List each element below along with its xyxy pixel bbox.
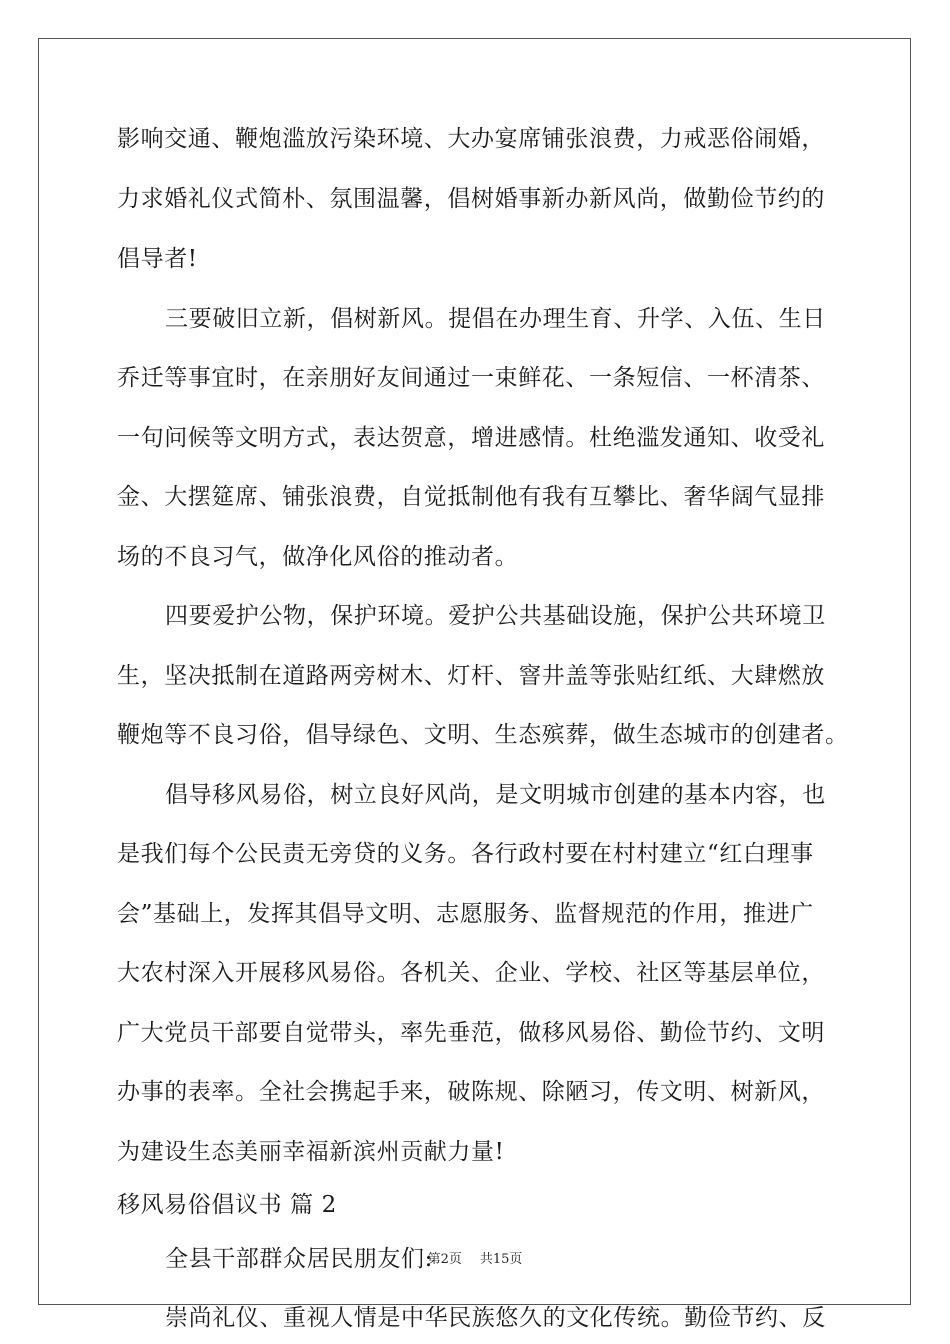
body-line: 倡导者! <box>117 246 198 272</box>
body-line: 场的不良习气，做净化风俗的推动者。 <box>117 544 519 570</box>
body-line: 为建设生态美丽幸福新滨州贡献力量! <box>117 1139 505 1165</box>
paragraph-start-line: 倡导移风易俗，树立良好风尚，是文明城市创建的基本内容，也 <box>165 782 826 808</box>
body-line: 会”基础上，发挥其倡导文明、志愿服务、监督规范的作用，推进广 <box>117 901 814 927</box>
body-line: 生，坚决抵制在道路两旁树木、灯杆、窨井盖等张贴红纸、大肆燃放 <box>117 663 825 689</box>
body-line: 乔迁等事宜时，在亲朋好友间通过一束鲜花、一条短信、一杯清茶、 <box>117 365 825 391</box>
body-line: 影响交通、鞭炮滥放污染环境、大办宴席铺张浪费，力戒恶俗闹婚， <box>117 126 825 152</box>
body-line: 金、大摆筵席、铺张浪费，自觉抵制他有我有互攀比、奢华阔气显排 <box>117 484 825 510</box>
body-line: 力求婚礼仪式简朴、氛围温馨，倡树婚事新办新风尚，做勤俭节约的 <box>117 186 825 212</box>
body-line: 广大党员干部要自觉带头，率先垂范，做移风易俗、勤俭节约、文明 <box>117 1020 825 1046</box>
page-number: 第2页 <box>427 1252 462 1267</box>
section-heading: 移风易俗倡议书 篇 2 <box>117 1192 337 1218</box>
body-line: 是我们每个公民责无旁贷的义务。各行政村要在村村建立“红白理事 <box>117 841 814 867</box>
salutation-line: 全县干部群众居民朋友们: <box>165 1246 433 1272</box>
page-footer <box>0 1248 950 1267</box>
paragraph-start-line: 三要破旧立新，倡树新风。提倡在办理生育、升学、入伍、生日 <box>165 306 826 332</box>
page-total: 共15页 <box>479 1252 523 1267</box>
body-line: 一句问候等文明方式，表达贺意，增进感情。杜绝滥发通知、收受礼 <box>117 425 825 451</box>
body-line: 大农村深入开展移风易俗。各机关、企业、学校、社区等基层单位， <box>117 960 825 986</box>
paragraph-start-line: 崇尚礼仪、重视人情是中华民族悠久的文化传统。勤俭节约、反 <box>165 1305 826 1331</box>
paragraph-start-line: 四要爱护公物，保护环境。爱护公共基础设施，保护公共环境卫 <box>165 603 826 629</box>
body-line: 办事的表率。全社会携起手来，破陈规、除陋习，传文明、树新风， <box>117 1079 825 1105</box>
body-line: 鞭炮等不良习俗，倡导绿色、文明、生态殡葬，做生态城市的创建者。 <box>117 722 849 748</box>
